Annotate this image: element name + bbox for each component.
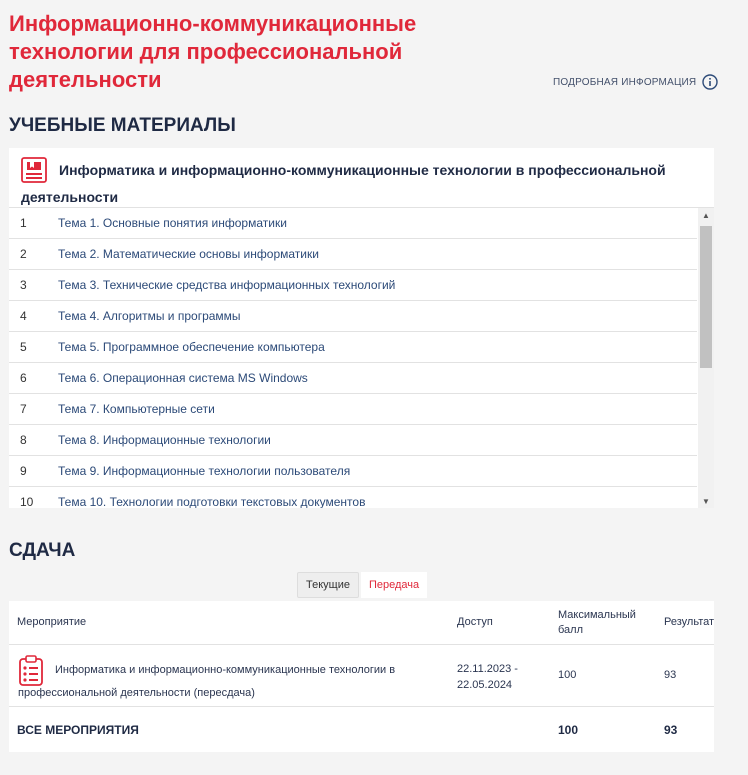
topic-link[interactable]: Тема 9. Информационные технологии пользователя (58, 464, 351, 478)
topic-number: 3 (20, 278, 27, 292)
topic-row[interactable] (9, 332, 697, 363)
info-icon (702, 74, 718, 90)
topic-number: 7 (20, 402, 27, 416)
course-header (9, 148, 714, 208)
scroll-down-arrow-icon[interactable]: ▼ (702, 496, 710, 506)
topic-link[interactable]: Тема 5. Программное обеспечение компьютера (58, 340, 325, 354)
event-max-score: 100 (558, 669, 577, 681)
topic-row[interactable] (9, 456, 697, 487)
page-title: Информационно-коммуникационные технологии для профессиональной деятельности (9, 11, 417, 92)
topic-row[interactable] (9, 239, 697, 270)
course-card (9, 148, 714, 508)
more-info-link[interactable] (553, 74, 718, 90)
topic-number: 2 (20, 247, 27, 261)
event-result: 93 (664, 669, 677, 681)
scroll-thumb[interactable] (700, 226, 712, 368)
header-event: Мероприятие (17, 616, 87, 628)
event-name-link[interactable]: Информатика и информационно-коммуникационные технологии в профессиональной деятельности (пересдача) (18, 664, 396, 699)
header-max-score: Максимальный балл (558, 609, 636, 636)
event-access-dates: 22.11.2023 - 22.05.2024 (457, 663, 518, 691)
topic-number: 4 (20, 309, 27, 323)
topic-list (9, 208, 697, 508)
topic-row[interactable] (9, 394, 697, 425)
topic-number: 5 (20, 340, 27, 354)
topic-row[interactable] (9, 208, 697, 239)
topic-link[interactable]: Тема 1. Основные понятия информатики (58, 216, 287, 230)
tab-current[interactable]: Текущие (297, 572, 359, 598)
topic-link[interactable]: Тема 2. Математические основы информатики (58, 247, 319, 261)
topic-row[interactable] (9, 425, 697, 456)
topic-row[interactable] (9, 301, 697, 332)
topic-list-scrollbar[interactable] (698, 208, 714, 508)
topic-link[interactable]: Тема 4. Алгоритмы и программы (58, 309, 241, 323)
topic-link[interactable]: Тема 7. Компьютерные сети (58, 402, 215, 416)
total-max-score: 100 (558, 723, 579, 737)
sdacha-tabs (297, 572, 427, 598)
course-title: Информатика и информационно-коммуникационные технологии в профессиональной деятельности (21, 162, 666, 205)
topic-row[interactable] (9, 487, 697, 508)
table-header (9, 601, 714, 645)
topic-link[interactable]: Тема 8. Информационные технологии (58, 433, 271, 447)
header-access: Доступ (457, 616, 493, 628)
topic-number: 1 (20, 216, 27, 230)
topic-row[interactable] (9, 363, 697, 394)
sdacha-section-title: СДАЧА (9, 540, 76, 561)
total-label: ВСЕ МЕРОПРИЯТИЯ (17, 723, 139, 737)
topic-number: 10 (20, 495, 34, 508)
tab-retake[interactable]: Передача (361, 572, 427, 598)
topic-number: 6 (20, 371, 27, 385)
topic-link[interactable]: Тема 10. Технологии подготовки текстовых документов (58, 495, 366, 508)
materials-section-title: УЧЕБНЫЕ МАТЕРИАЛЫ (9, 115, 236, 136)
total-result: 93 (664, 723, 678, 737)
more-info-label: ПОДРОБНАЯ ИНФОРМАЦИЯ (553, 76, 697, 88)
topic-row[interactable] (9, 270, 697, 301)
events-table (9, 601, 714, 752)
book-icon (21, 157, 47, 183)
table-row (9, 645, 714, 707)
topic-number: 8 (20, 433, 27, 447)
header-result: Результат (664, 616, 715, 628)
topic-link[interactable]: Тема 3. Технические средства информационных технологий (58, 278, 396, 292)
topic-link[interactable]: Тема 6. Операционная система MS Windows (58, 371, 308, 385)
table-total-row (9, 707, 714, 752)
scroll-up-arrow-icon[interactable]: ▲ (702, 210, 710, 220)
topic-number: 9 (20, 464, 27, 478)
